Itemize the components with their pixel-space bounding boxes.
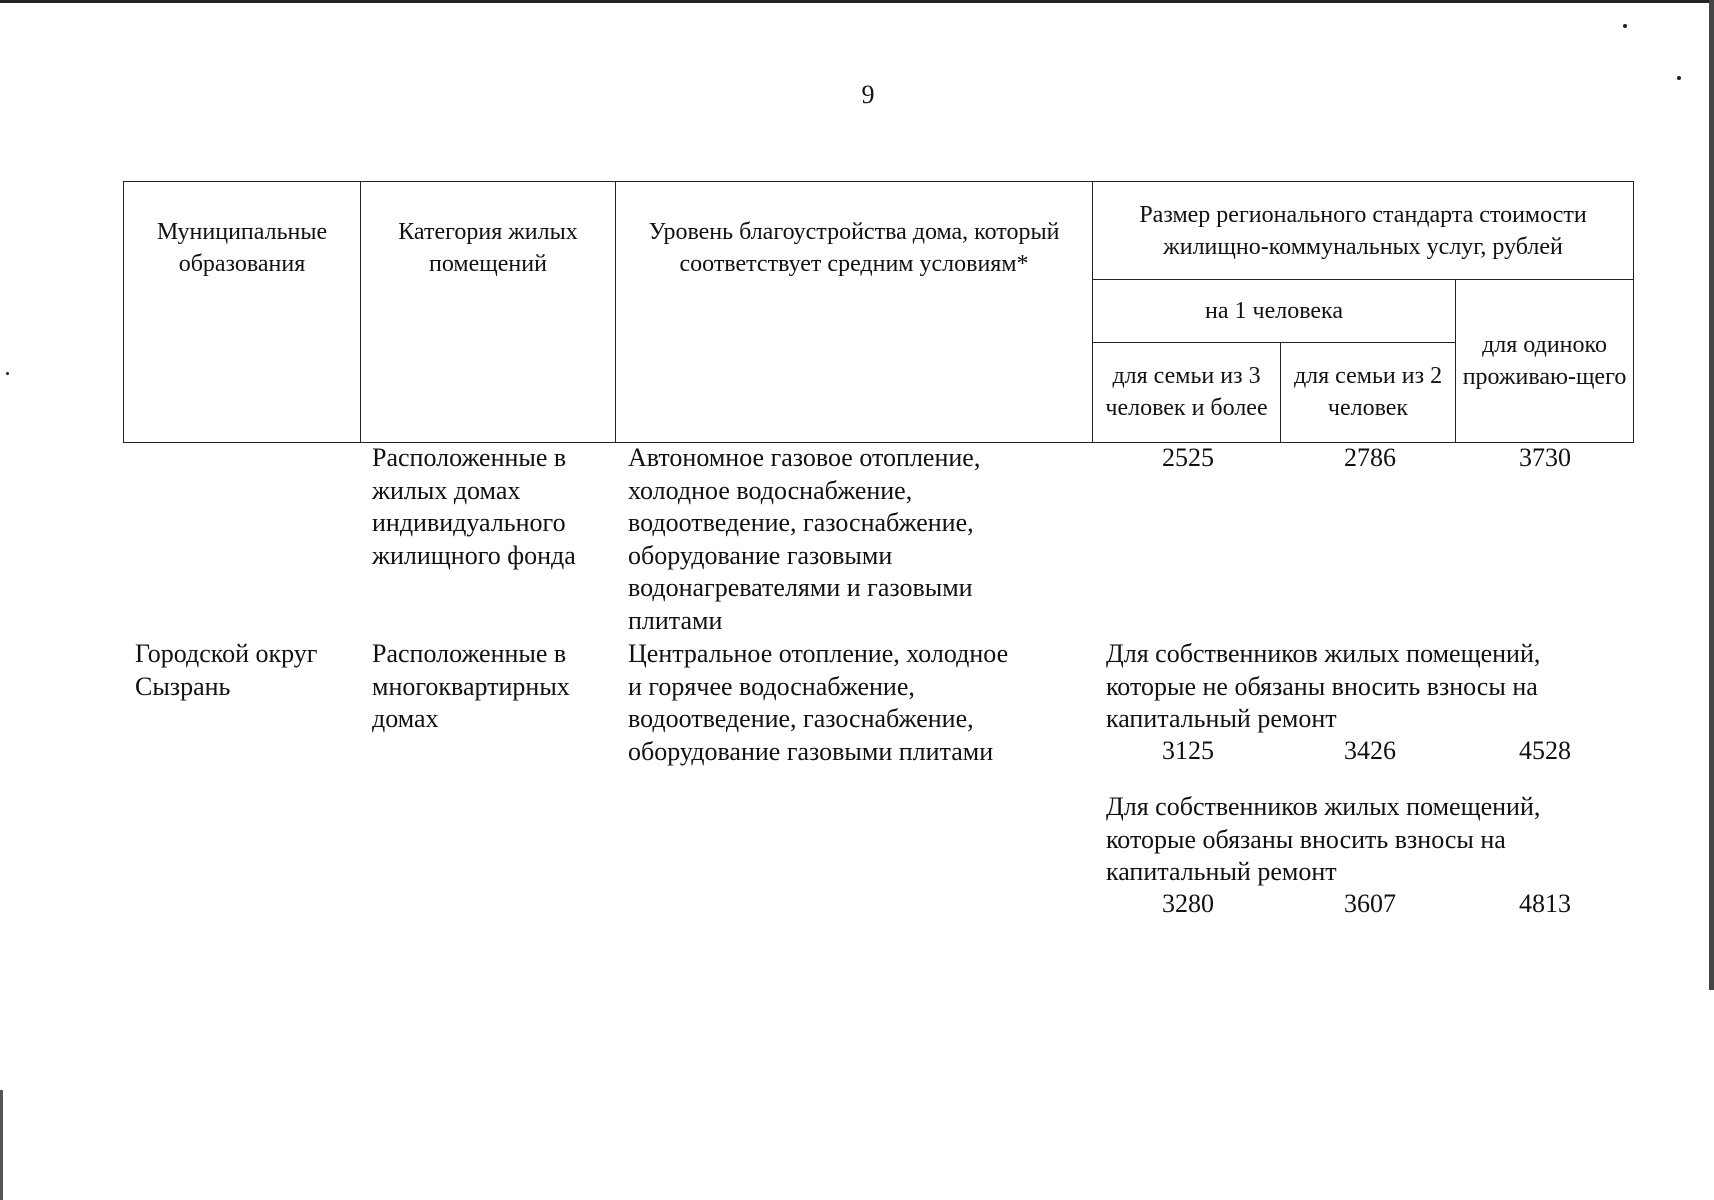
scan-speck xyxy=(1677,76,1681,80)
header-standard: Размер регионального стандарта стоимости жилищно-коммунальных услуг, рублей xyxy=(1093,182,1634,280)
obliged-family3: 3280 xyxy=(1162,889,1214,918)
row-individual-category: Расположенные в жилых домах индивидуального жилищного фонда xyxy=(372,443,576,570)
scan-edge-top xyxy=(0,0,1714,3)
row-individual-level: Автономное газовое отопление, холодное водоснабжение, водоотведение, газоснабжение, оборудование газовыми водонагревателями и газовыми плитами xyxy=(628,443,981,635)
header-category: Категория жилых помещений xyxy=(361,182,616,443)
header-municipal: Муниципальные образования xyxy=(124,182,361,443)
row-individual-single: 3730 xyxy=(1519,443,1571,472)
header-single: для одиноко проживаю-щего xyxy=(1456,280,1634,443)
row-syzran-level: Центральное отопление, холодное и горячее водоснабжение, водоотведение, газоснабжение, оборудование газовыми плитами xyxy=(628,639,1009,766)
table-header xyxy=(123,181,1634,443)
header-per-person: на 1 человека xyxy=(1093,280,1456,342)
row-individual-family2: 2786 xyxy=(1344,443,1396,472)
header-level: Уровень благоустройства дома, который соответствует средним условиям* xyxy=(616,182,1093,443)
not-obliged-single: 4528 xyxy=(1519,736,1571,765)
obliged-single: 4813 xyxy=(1519,889,1571,918)
header-family-2: для семьи из 2 человек xyxy=(1281,342,1456,442)
not-obliged-family2: 3426 xyxy=(1344,736,1396,765)
row-syzran-municipal: Городской округ Сызрань xyxy=(135,639,318,701)
page-number: 9 xyxy=(861,80,875,109)
scan-speck xyxy=(1623,24,1627,28)
header-family-3: для семьи из 3 человек и более xyxy=(1093,342,1281,442)
scan-edge-left xyxy=(0,1090,3,1200)
obliged-family2: 3607 xyxy=(1344,889,1396,918)
scan-edge-right xyxy=(1709,0,1714,990)
note-not-obliged: Для собственников жилых помещений, которые не обязаны вносить взносы на капитальный ремонт xyxy=(1106,639,1541,733)
row-syzran-category: Расположенные в многоквартирных домах xyxy=(372,639,570,733)
row-individual-family3: 2525 xyxy=(1162,443,1214,472)
note-obliged: Для собственников жилых помещений, которые обязаны вносить взносы на капитальный ремонт xyxy=(1106,792,1541,886)
scan-speck xyxy=(6,372,9,375)
not-obliged-family3: 3125 xyxy=(1162,736,1214,765)
